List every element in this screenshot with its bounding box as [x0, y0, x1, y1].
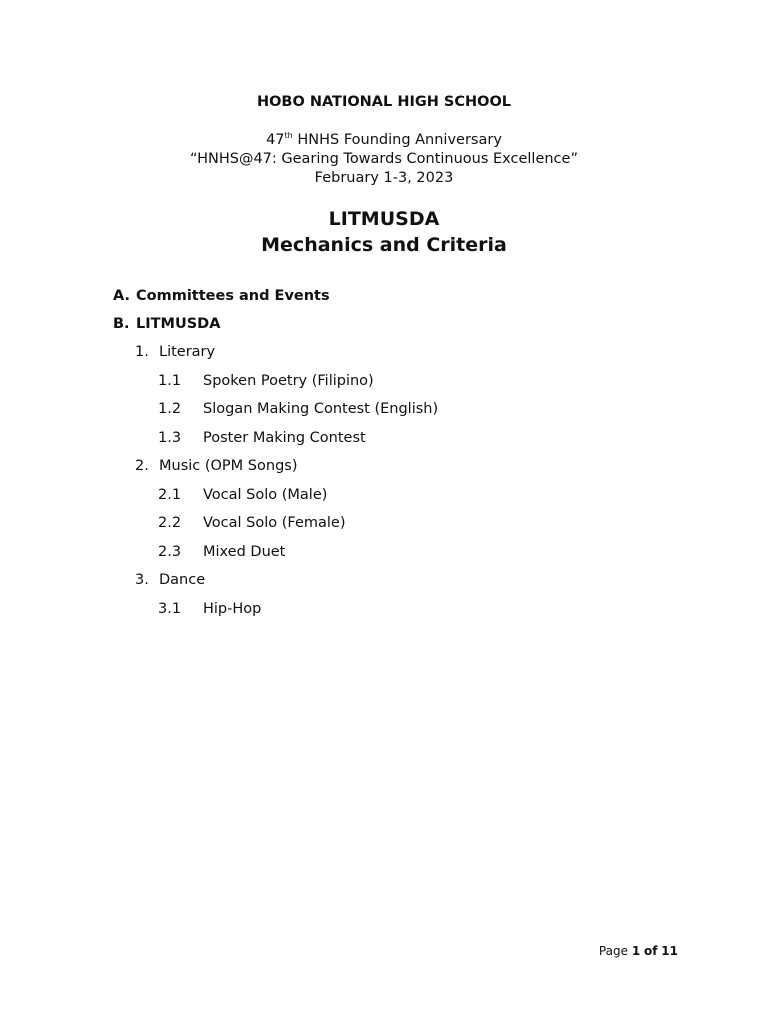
event-label: Slogan Making Contest (English) [203, 401, 439, 417]
page-number [599, 944, 678, 958]
event-label: Poster Making Contest [203, 430, 366, 446]
event-number: 1.3 [158, 430, 182, 446]
category-label: Literary [159, 344, 216, 360]
event-number: 1.2 [158, 401, 182, 417]
section-a-marker: A. [113, 288, 130, 304]
event-number: 3.1 [158, 601, 182, 617]
event-label: Spoken Poetry (Filipino) [203, 373, 374, 389]
category-number: 2. [135, 458, 149, 474]
page-current: 1 [631, 944, 641, 958]
page-of-word: of [644, 944, 658, 958]
anniversary-text: HNHS Founding Anniversary [292, 132, 502, 148]
event-number: 2.1 [158, 487, 182, 503]
document-title: LITMUSDA [328, 208, 440, 230]
page-word: Page [598, 944, 628, 958]
event-label: Hip-Hop [203, 601, 262, 617]
document-subtitle: Mechanics and Criteria [261, 234, 507, 256]
category-label: Music (OPM Songs) [159, 458, 298, 474]
event-dates: February 1-3, 2023 [314, 170, 454, 186]
category-label: Dance [159, 572, 206, 588]
event-label: Mixed Duet [203, 544, 286, 560]
section-b-marker: B. [113, 316, 130, 332]
event-number: 1.1 [158, 373, 182, 389]
event-label: Vocal Solo (Male) [203, 487, 328, 503]
event-theme: “HNHS@47: Gearing Towards Continuous Excellence” [190, 151, 578, 167]
anniversary-superscript: th [284, 131, 293, 140]
category-number: 1. [135, 344, 149, 360]
section-a-label: Committees and Events [136, 288, 330, 304]
event-number: 2.3 [158, 544, 182, 560]
event-number: 2.2 [158, 515, 182, 531]
anniversary-line [0, 131, 768, 148]
section-b-label: LITMUSDA [136, 316, 221, 332]
school-name: HOBO NATIONAL HIGH SCHOOL [256, 94, 512, 110]
anniversary-number: 47 [266, 132, 285, 148]
page-total: 11 [661, 944, 678, 958]
category-number: 3. [135, 572, 149, 588]
event-label: Vocal Solo (Female) [203, 515, 346, 531]
